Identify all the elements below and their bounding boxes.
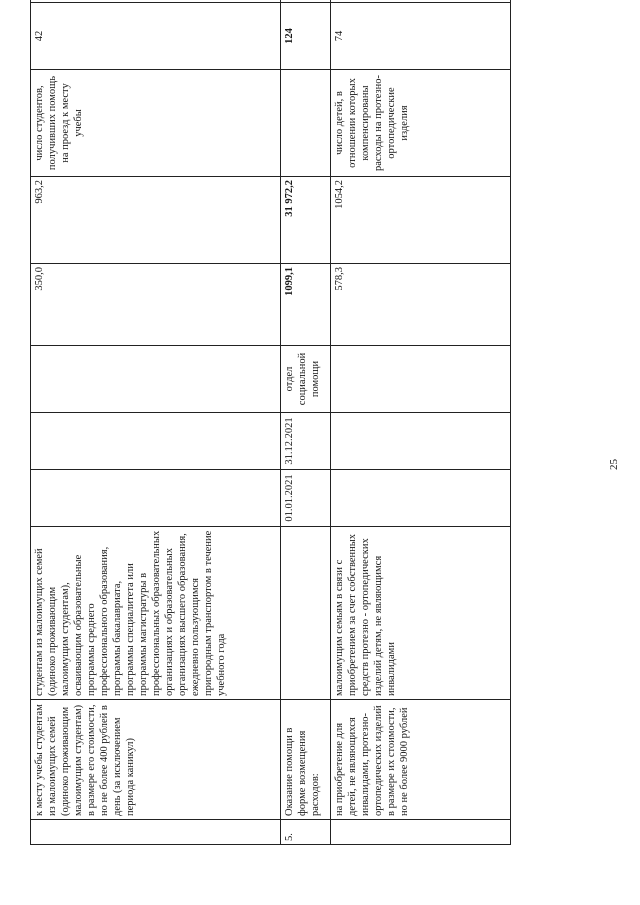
end-date-cell — [31, 413, 281, 470]
sum-cell-2: 31 972,2 — [281, 177, 331, 264]
recipient-description-cell — [281, 527, 331, 700]
start-date-cell — [31, 470, 281, 527]
sum-cell-1: 350,0 — [31, 264, 281, 346]
row-number-cell — [331, 820, 511, 845]
measure-name-cell: на приобретение для детей, не являющихся инвалидами, протезно-ортопедических изделий в размере их стоимости, но не более 9000 рублей — [331, 700, 511, 820]
sum-cell-1: 1099,1 — [281, 264, 331, 346]
indicator-cell: число студентов, получивших помощь на проезд к месту учебы — [31, 70, 281, 177]
value-cell-2 — [31, 0, 281, 3]
table-row — [331, 0, 511, 845]
measure-name-cell: к месту учебы студентам из малоимущих семей (одиноко проживающим малоимущим студентам) в размере его стоимости, но не более 400 рублей в день (за исключением периода каникул) — [31, 700, 281, 820]
program-table — [30, 0, 511, 845]
start-date-cell — [331, 470, 511, 527]
end-date-cell — [331, 413, 511, 470]
value-cell-1: 74 — [331, 3, 511, 70]
value-cell-1: 124 — [281, 3, 331, 70]
start-date-cell: 01.01.2021 — [281, 470, 331, 527]
value-cell-2 — [331, 0, 511, 3]
executor-cell — [31, 346, 281, 413]
row-number-cell: 5. — [281, 820, 331, 845]
page-number: 25 — [608, 459, 620, 470]
recipient-description-cell: малоимущим семьям в связи с приобретением за счет собственных средств протезно - ортопедических изделий детям, не являющимся инвалидами — [331, 527, 511, 700]
table-row — [281, 0, 331, 845]
indicator-cell: число детей, в отношении которых компенсированы расходы на протезно-ортопедические изделия — [331, 70, 511, 177]
recipient-description-cell: студентам из малоимущих семей (одиноко проживающим малоимущим студентам), осваивающим образовательные программы среднего профессионального образования, программы бакалавриата, программы специалитета или программы магистратуры в профессиональных образовательных организациях и образовательных организациях высшего образования, ежедневно пользующимся пригородным транспортом в течение учебного года — [31, 527, 281, 700]
value-cell-1: 42 — [31, 3, 281, 70]
executor-cell — [331, 346, 511, 413]
indicator-cell — [281, 70, 331, 177]
end-date-cell: 31.12.2021 — [281, 413, 331, 470]
sum-cell-1: 578,3 — [331, 264, 511, 346]
measure-name-cell: Оказание помощи в форме возмещения расходов: — [281, 700, 331, 820]
table-row — [31, 0, 281, 845]
row-number-cell — [31, 820, 281, 845]
sum-cell-2: 963,2 — [31, 177, 281, 264]
sum-cell-2: 1054,2 — [331, 177, 511, 264]
value-cell-2 — [281, 0, 331, 3]
executor-cell: отдел социальной помощи — [281, 346, 331, 413]
